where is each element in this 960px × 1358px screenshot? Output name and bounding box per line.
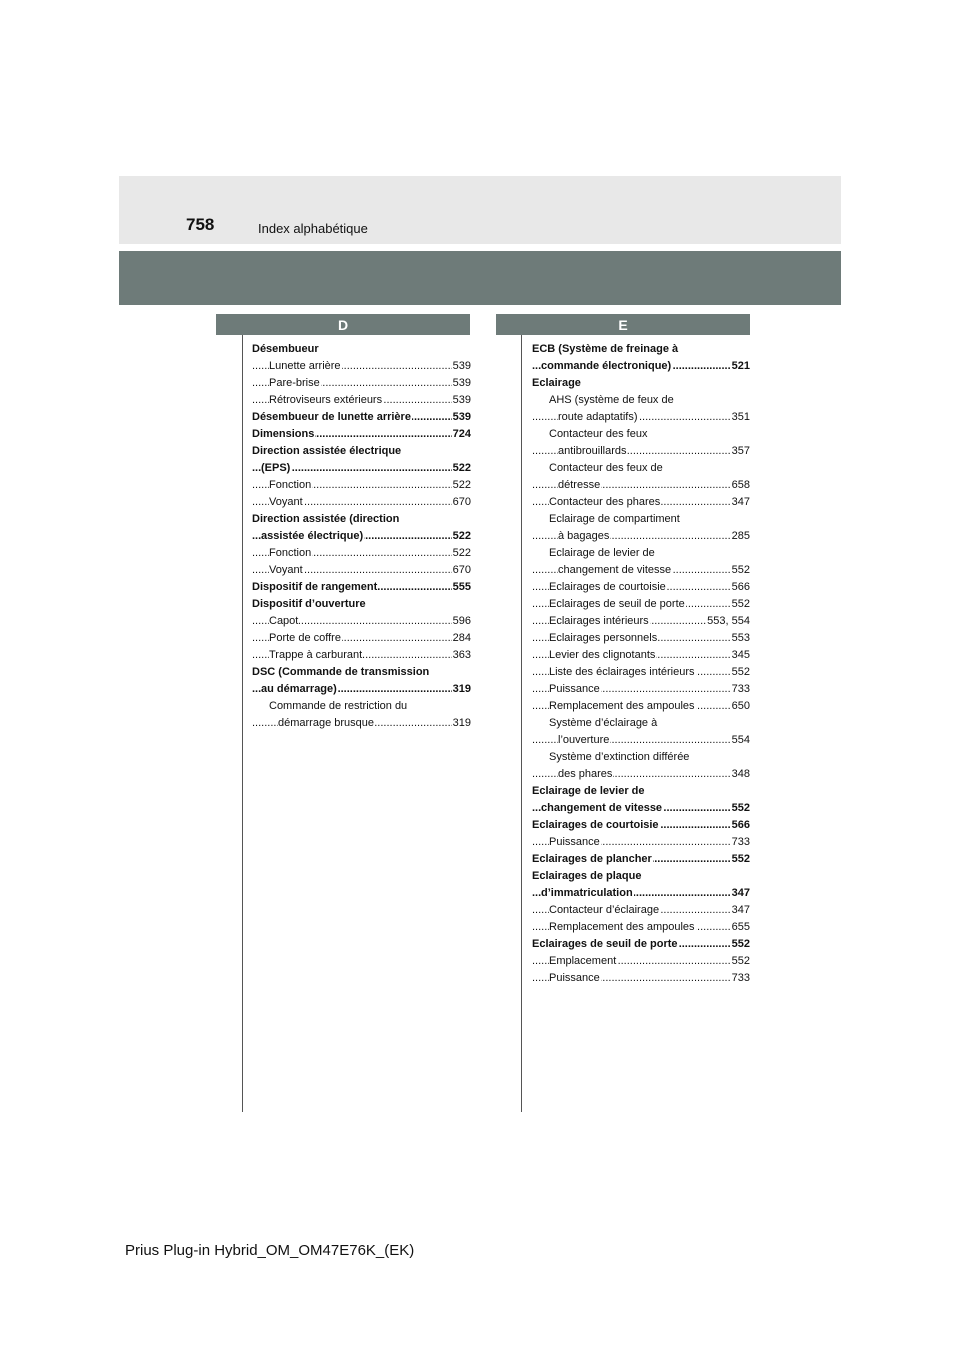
index-entry-text: Puissance [549, 836, 600, 848]
index-entry [252, 545, 471, 562]
index-entry-text: Direction assistée électrique [252, 445, 402, 457]
index-entry-text: Voyant [269, 496, 303, 508]
index-entry [252, 647, 471, 664]
index-entry-page: 319 [452, 681, 471, 698]
index-entry-page: 733 [731, 681, 750, 698]
index-column-d [252, 341, 471, 732]
index-entry [532, 800, 750, 817]
index-entry-page: 539 [452, 358, 471, 375]
index-entry [532, 766, 750, 783]
index-entry-page: 566 [731, 817, 750, 834]
index-entry [532, 443, 750, 460]
index-entry-page: 521 [731, 358, 750, 375]
index-entry-text: Puissance [549, 683, 600, 695]
index-entry-page: 347 [731, 902, 750, 919]
index-entry-text: Commande de restriction du [269, 700, 408, 712]
index-entry-text: DSC (Commande de transmission [252, 666, 430, 678]
index-entry [252, 460, 471, 477]
index-entry-text: Eclairage de levier de [532, 785, 645, 797]
index-entry [252, 494, 471, 511]
index-entry-text: Eclairages de seuil de porte [532, 938, 678, 950]
index-entry [252, 630, 471, 647]
index-entry-page: 539 [452, 392, 471, 409]
index-entry-page: 347 [731, 494, 750, 511]
index-entry-text: Levier des clignotants [549, 649, 656, 661]
index-entry-text: antibrouillards [558, 445, 627, 457]
index-entry-page: 539 [452, 409, 471, 426]
index-entry-page: 733 [731, 970, 750, 987]
index-entry [252, 596, 471, 613]
index-entry [532, 919, 750, 936]
index-entry [532, 409, 750, 426]
index-entry-text: assistée électrique) [261, 530, 364, 542]
index-entry [532, 732, 750, 749]
index-entry-text: Contacteur des feux de [549, 462, 663, 474]
index-entry-text: Lunette arrière [269, 360, 341, 372]
index-entry-text: Remplacement des ampoules [549, 921, 695, 933]
index-entry [532, 596, 750, 613]
index-entry-page: 522 [452, 477, 471, 494]
header-band [119, 176, 841, 244]
index-entry-text: changement de vitesse [558, 564, 672, 576]
letter-tab-e: E [496, 314, 750, 335]
index-entry-page: 348 [731, 766, 750, 783]
index-entry-page: 553 [731, 630, 750, 647]
index-entry-page: 724 [452, 426, 471, 443]
index-entry [532, 341, 750, 358]
index-entry [532, 562, 750, 579]
index-entry [532, 953, 750, 970]
index-entry [532, 885, 750, 902]
index-entry-text: au démarrage) [261, 683, 337, 695]
index-entry-text: Fonction [269, 479, 312, 491]
index-entry-text: Eclairage de levier de [549, 547, 655, 559]
index-entry [252, 341, 471, 358]
index-entry-page: 552 [731, 936, 750, 953]
index-entry-text: Eclairages de seuil de porte [549, 598, 685, 610]
index-entry [532, 392, 750, 409]
index-entry-text: Eclairages de courtoisie [532, 819, 659, 831]
index-entry [532, 579, 750, 596]
index-entry [532, 477, 750, 494]
index-entry [252, 715, 471, 732]
index-entry [532, 545, 750, 562]
index-entry-page: 733 [731, 834, 750, 851]
index-entry-text: Eclairages intérieurs [549, 615, 649, 627]
index-entry-page: 555 [452, 579, 471, 596]
index-entry-page: 554 [731, 732, 750, 749]
index-entry-text: Pare-brise [269, 377, 320, 389]
index-entry-text: Trappe à carburant [269, 649, 363, 661]
index-entry-page: 522 [452, 460, 471, 477]
index-entry-text: des phares [558, 768, 613, 780]
index-entry [252, 443, 471, 460]
index-entry [252, 613, 471, 630]
index-entry-page: 670 [452, 562, 471, 579]
index-entry [532, 460, 750, 477]
index-entry-page: 670 [452, 494, 471, 511]
index-entry [252, 579, 471, 596]
index-entry [532, 681, 750, 698]
index-entry-page: 552 [731, 596, 750, 613]
index-entry-text: Contacteur d’éclairage [549, 904, 660, 916]
index-entry-page: 284 [452, 630, 471, 647]
section-title: Index alphabétique [258, 221, 368, 236]
index-entry-page: 552 [731, 664, 750, 681]
index-entry-text: Liste des éclairages intérieurs [549, 666, 695, 678]
index-entry-page: 552 [731, 562, 750, 579]
index-entry-text: Dispositif de rangement [252, 581, 378, 593]
index-entry-page: 351 [731, 409, 750, 426]
index-entry [532, 664, 750, 681]
index-entry-text: Puissance [549, 972, 600, 984]
index-entry [532, 647, 750, 664]
index-entry-text: Système d’extinction différée [549, 751, 690, 763]
index-entry-text: commande électronique) [541, 360, 672, 372]
index-entry-page: 552 [731, 851, 750, 868]
index-entry [532, 936, 750, 953]
index-entry-page: 566 [731, 579, 750, 596]
index-entry [532, 715, 750, 732]
index-entry-text: Eclairages de plancher [532, 853, 652, 865]
index-entry-text: d’immatriculation [541, 887, 633, 899]
index-entry-page: 347 [731, 885, 750, 902]
index-entry-text: Désembueur [252, 343, 319, 355]
index-entry-text: Eclairages de courtoisie [549, 581, 666, 593]
index-entry-page: 553, 554 [706, 613, 750, 630]
index-entry-text: route adaptatifs) [558, 411, 638, 423]
index-entry-text: Contacteur des phares [549, 496, 661, 508]
footer-document-id: Prius Plug-in Hybrid_OM_OM47E76K_(EK) [125, 1242, 415, 1259]
index-entry-text: Désembueur de lunette arrière [252, 411, 411, 423]
index-entry-page: 285 [731, 528, 750, 545]
index-entry-text: Eclairages de plaque [532, 870, 642, 882]
index-entry [532, 817, 750, 834]
index-entry-text: Fonction [269, 547, 312, 559]
header-dark-bar [119, 251, 841, 305]
index-entry [252, 375, 471, 392]
index-entry [252, 511, 471, 528]
index-entry [252, 562, 471, 579]
index-entry-text: détresse [558, 479, 601, 491]
index-entry [252, 358, 471, 375]
index-entry-text: Emplacement [549, 955, 617, 967]
index-entry-text: Rétroviseurs extérieurs [269, 394, 383, 406]
index-entry [532, 375, 750, 392]
index-entry-text: Eclairage [532, 377, 581, 389]
index-entry [532, 834, 750, 851]
index-entry-page: 522 [452, 545, 471, 562]
index-entry-page: 552 [731, 800, 750, 817]
index-entry [252, 528, 471, 545]
index-entry [532, 783, 750, 800]
index-entry [532, 511, 750, 528]
index-entry-text: Remplacement des ampoules [549, 700, 695, 712]
index-entry-text: Dimensions [252, 428, 315, 440]
index-entry [532, 630, 750, 647]
page-number: 758 [186, 215, 215, 234]
index-entry [532, 613, 750, 630]
column-divider-right [521, 335, 522, 1112]
index-entry [532, 698, 750, 715]
index-entry [532, 528, 750, 545]
index-entry [532, 851, 750, 868]
index-entry [252, 681, 471, 698]
index-entry [532, 749, 750, 766]
index-entry-page: 552 [731, 953, 750, 970]
index-entry-text: Dispositif d’ouverture [252, 598, 366, 610]
index-entry [252, 426, 471, 443]
index-entry-text: (EPS) [261, 462, 291, 474]
index-entry [532, 426, 750, 443]
index-entry-page: 357 [731, 443, 750, 460]
index-entry-text: Direction assistée (direction [252, 513, 400, 525]
index-entry-text: Contacteur des feux [549, 428, 648, 440]
index-entry [532, 970, 750, 987]
index-entry-text: Eclairage de compartiment [549, 513, 680, 525]
index-entry-text: Eclairages personnels [549, 632, 658, 644]
index-entry [252, 698, 471, 715]
index-entry-text: ECB (Système de freinage à [532, 343, 679, 355]
index-entry-page: 596 [452, 613, 471, 630]
index-entry-text: l’ouverture [558, 734, 610, 746]
index-entry [252, 409, 471, 426]
index-entry [532, 358, 750, 375]
index-entry-text: Porte de coffre [269, 632, 341, 644]
index-entry-text: Voyant [269, 564, 303, 576]
index-entry-page: 658 [731, 477, 750, 494]
index-entry-text: à bagages [558, 530, 610, 542]
index-entry-text: démarrage brusque [278, 717, 375, 729]
index-entry-text: Système d’éclairage à [549, 717, 658, 729]
index-entry-page: 345 [731, 647, 750, 664]
index-entry [532, 494, 750, 511]
index-entry-page: 655 [731, 919, 750, 936]
index-entry [532, 868, 750, 885]
index-entry-page: 363 [452, 647, 471, 664]
index-entry-page: 522 [452, 528, 471, 545]
index-entry [252, 477, 471, 494]
index-entry-text: changement de vitesse [541, 802, 663, 814]
index-entry-text: AHS (système de feux de [549, 394, 674, 406]
letter-tab-d: D [216, 314, 470, 335]
index-entry-text: Capot [269, 615, 299, 627]
index-entry-page: 539 [452, 375, 471, 392]
index-entry [532, 902, 750, 919]
index-entry [252, 392, 471, 409]
index-entry-page: 319 [452, 715, 471, 732]
index-entry [252, 664, 471, 681]
index-column-e [532, 341, 750, 987]
index-entry-page: 650 [731, 698, 750, 715]
column-divider-left [242, 335, 243, 1112]
